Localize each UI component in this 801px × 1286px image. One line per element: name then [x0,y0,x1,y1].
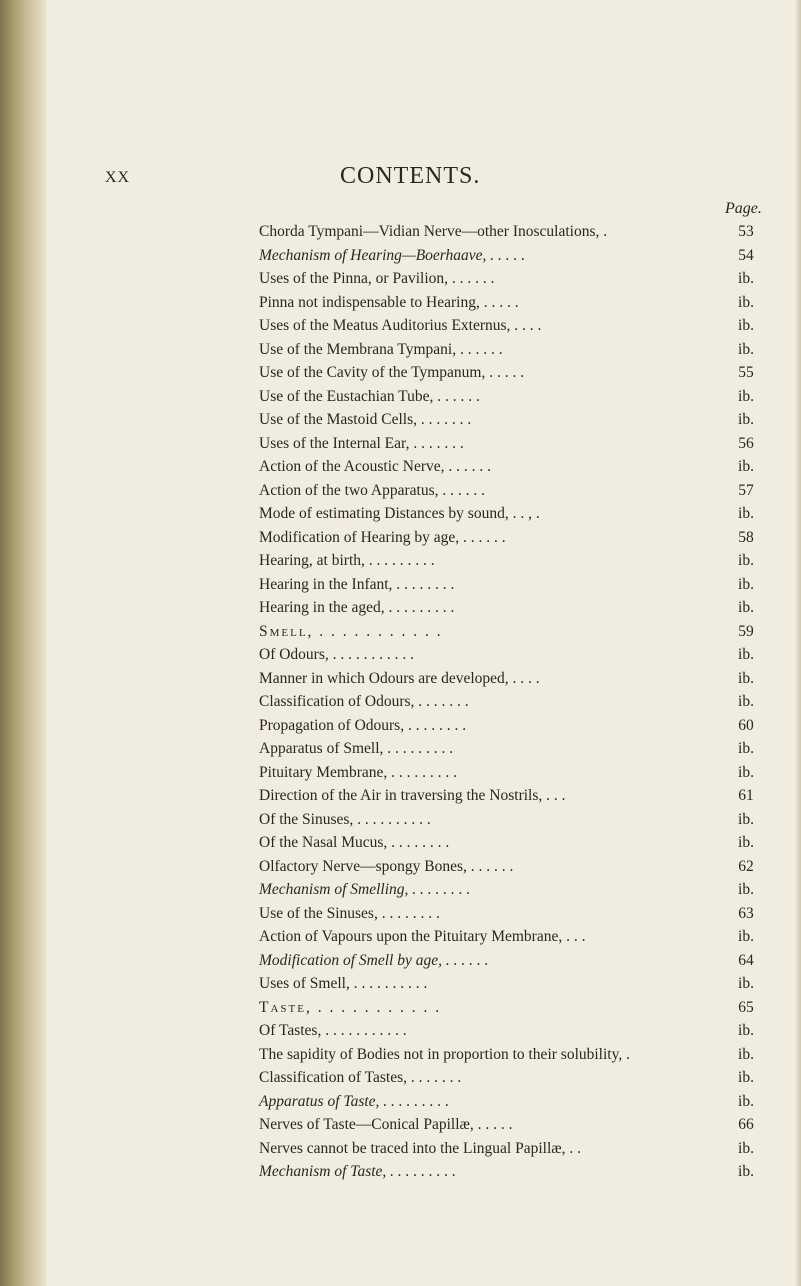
entry-title: Olfactory Nerve—spongy Bones, . . . . . . [259,857,514,875]
entry-page-number: ib. [738,270,754,287]
toc-entry [259,526,767,550]
entry-title: Apparatus of Taste, . . . . . . . . . [259,1092,450,1110]
toc-entry [259,408,767,432]
entry-title: Chorda Tympani—Vidian Nerve—other Inosculations, . [259,223,608,240]
entry-page-number: ib. [738,810,754,828]
entry-page-number: ib. [738,693,754,710]
entry-page-number: ib. [738,669,754,687]
toc-entry [259,1137,767,1161]
entry-title: Action of the two Apparatus, . . . . . . [259,481,486,499]
entry-page-number: 54 [738,246,754,264]
toc-entry [259,1019,767,1043]
page-number: XX [105,169,131,186]
toc-entry [259,925,767,949]
toc-entry [259,831,767,855]
toc-entry [259,502,767,526]
entry-title: Of Tastes, . . . . . . . . . . . [259,1022,407,1039]
entry-title: Mechanism of Hearing—Boerhaave, . . . . . [259,246,526,264]
toc-entry [259,996,767,1020]
toc-entry [259,432,767,456]
entry-title: Modification of Hearing by age, . . . . . . [259,528,506,546]
entry-page-number: ib. [738,1045,754,1063]
entry-title: Mechanism of Smelling, . . . . . . . . [259,881,471,898]
toc-entry [259,455,767,479]
entry-title: Action of Vapours upon the Pituitary Membrane, . . . [259,928,586,945]
entry-title: Propagation of Odours, . . . . . . . . [259,716,467,734]
toc-entry [259,1113,767,1137]
entry-page-number: ib. [738,458,754,475]
toc-entry [259,737,767,761]
entry-page-number: ib. [738,881,754,898]
entry-title: Apparatus of Smell, . . . . . . . . . [259,740,454,757]
entry-page-number: 57 [738,481,754,499]
entry-page-number: 56 [738,434,754,452]
toc-entry [259,596,767,620]
toc-entry [259,855,767,879]
entry-page-number: 61 [738,787,754,804]
entry-page-number: ib. [738,340,754,358]
toc-entry [259,338,767,362]
entry-page-number: ib. [738,928,754,945]
toc-entry [259,714,767,738]
toc-entry [259,808,767,832]
entry-title: Use of the Sinuses, . . . . . . . . [259,904,440,922]
toc-entry [259,385,767,409]
entry-title: Uses of the Meatus Auditorius Externus, . . . . [259,317,542,334]
toc-entry [259,479,767,503]
entry-title: Pituitary Membrane, . . . . . . . . . [259,763,458,781]
toc-entry [259,1066,767,1090]
entry-title: Action of the Acoustic Nerve, . . . . . . [259,458,492,475]
entry-title: Modification of Smell by age, . . . . . . [259,951,489,969]
book-binding-edge [0,0,46,1286]
entry-title: Use of the Eustachian Tube, . . . . . . [259,387,480,405]
entry-page-number: 63 [738,904,754,922]
entry-title: Mechanism of Taste, . . . . . . . . . [259,1163,457,1180]
page-header [105,163,705,193]
entry-page-number: ib. [738,599,754,616]
page-right-edge [795,0,801,1286]
entry-page-number: ib. [738,552,754,569]
toc-entry [259,573,767,597]
toc-entry [259,878,767,902]
entry-title: Use of the Mastoid Cells, . . . . . . . [259,411,472,428]
toc-entry [259,972,767,996]
entry-page-number: 65 [738,998,754,1016]
entry-page-number: ib. [738,293,754,311]
page-column-label: Page. [725,200,762,217]
entry-title: Uses of Smell, . . . . . . . . . . [259,975,428,992]
entry-page-number: ib. [738,411,754,428]
running-title: CONTENTS. [340,163,481,189]
entry-title: Taste, . . . . . . . . . . . [259,998,442,1016]
entry-title: Manner in which Odours are developed, . . . . [259,669,540,687]
toc-entry [259,902,767,926]
entry-page-number: ib. [738,975,754,992]
entry-page-number: ib. [738,1022,754,1039]
entry-title: Of the Nasal Mucus, . . . . . . . . [259,834,450,851]
entry-title: Classification of Odours, . . . . . . . [259,693,469,710]
entry-title: Nerves of Taste—Conical Papillæ, . . . . . [259,1116,513,1133]
toc-entry [259,949,767,973]
entry-page-number: 60 [738,716,754,734]
toc-entry [259,244,767,268]
toc-entry [259,361,767,385]
entry-page-number: 53 [738,223,754,240]
entry-title: The sapidity of Bodies not in proportion to their solubility, . [259,1045,630,1063]
toc-entry [259,643,767,667]
entry-page-number: ib. [738,1069,754,1086]
toc-entry [259,267,767,291]
toc-entry [259,1043,767,1067]
entry-title: Smell, . . . . . . . . . . . [259,622,443,640]
entry-title: Nerves cannot be traced into the Lingual Papillæ, . . [259,1139,581,1157]
entry-title: Mode of estimating Distances by sound, . . , . [259,505,540,522]
entry-page-number: ib. [738,575,754,593]
toc-entry [259,690,767,714]
entry-title: Uses of the Internal Ear, . . . . . . . [259,434,464,452]
entry-page-number: 66 [738,1116,754,1133]
entry-page-number: ib. [738,1163,754,1180]
entry-page-number: ib. [738,834,754,851]
toc-entry [259,1160,767,1184]
entry-page-number: 55 [738,364,754,381]
entry-title: Hearing, at birth, . . . . . . . . . [259,552,435,569]
entry-page-number: ib. [738,317,754,334]
entry-page-number: ib. [738,763,754,781]
toc-entry [259,291,767,315]
toc-entry [259,314,767,338]
entry-title: Direction of the Air in traversing the Nostrils, . . . [259,787,566,804]
toc-entry [259,761,767,785]
entry-title: Use of the Membrana Tympani, . . . . . . [259,340,503,358]
entry-title: Use of the Cavity of the Tympanum, . . . . . [259,364,525,381]
entry-title: Of the Sinuses, . . . . . . . . . . [259,810,431,828]
entry-title: Uses of the Pinna, or Pavilion, . . . . . . [259,270,495,287]
entry-title: Hearing in the aged, . . . . . . . . . [259,599,455,616]
toc-entry [259,667,767,691]
table-of-contents [259,220,767,1184]
entry-title: Pinna not indispensable to Hearing, . . . . . [259,293,519,311]
entry-page-number: ib. [738,1092,754,1110]
toc-entry [259,1090,767,1114]
entry-page-number: 58 [738,528,754,546]
toc-entry [259,220,767,244]
entry-page-number: ib. [738,740,754,757]
entry-page-number: ib. [738,646,754,663]
entry-title: Of Odours, . . . . . . . . . . . [259,646,414,663]
entry-page-number: 59 [738,622,754,640]
entry-title: Hearing in the Infant, . . . . . . . . [259,575,455,593]
entry-page-number: 64 [738,951,754,969]
entry-page-number: 62 [738,857,754,875]
entry-page-number: ib. [738,1139,754,1157]
toc-entry [259,549,767,573]
entry-title: Classification of Tastes, . . . . . . . [259,1069,462,1086]
toc-entry [259,620,767,644]
toc-entry [259,784,767,808]
entry-page-number: ib. [738,387,754,405]
entry-page-number: ib. [738,505,754,522]
